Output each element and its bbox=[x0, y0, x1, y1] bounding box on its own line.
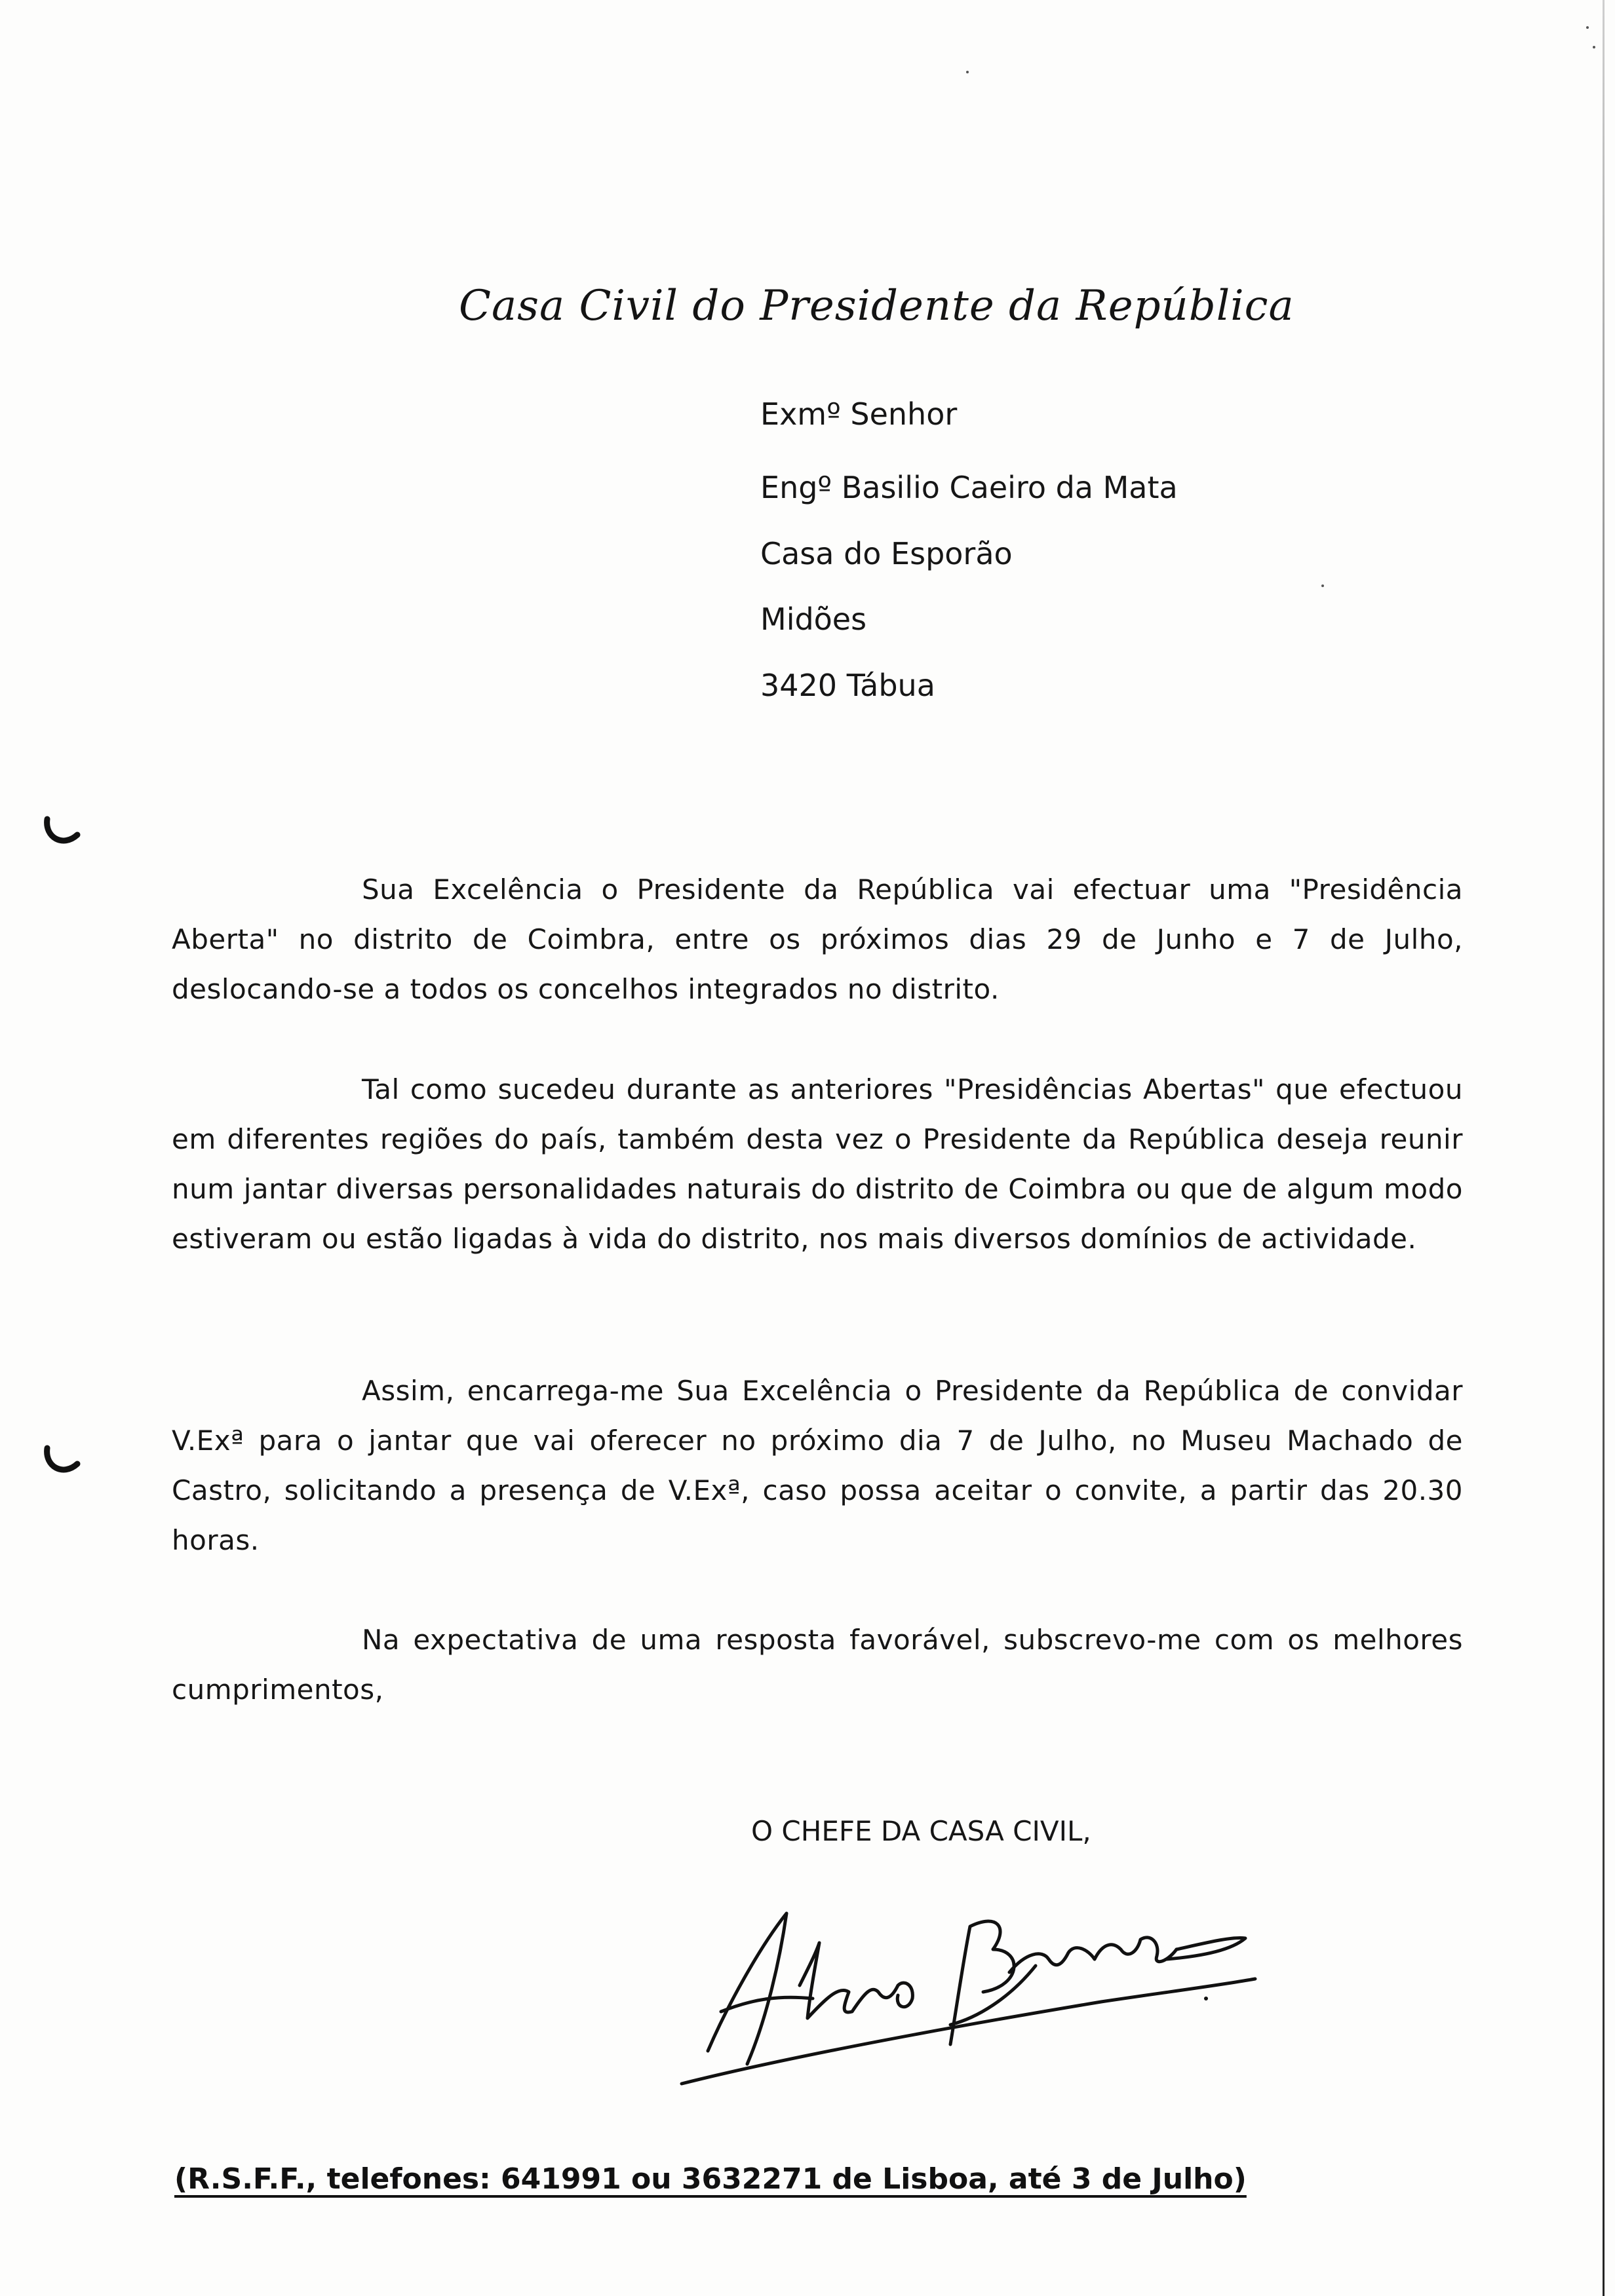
body-paragraph-2: Tal como sucedeu durante as anteriores "Presidências Abertas" que efectuou em diferentes regiões do país, também desta vez o Presidente da República deseja reunir num jantar diversas personalidades naturais do distrito de Coimbra ou que de algum modo estiveram ou estão ligadas à vida do distrito, nos mais diversos domínios de actividade. bbox=[172, 1073, 1463, 1255]
letterhead: Casa Civil do Presidente da República bbox=[459, 282, 1294, 330]
paper-speck bbox=[966, 71, 969, 73]
paper-speck bbox=[1593, 46, 1595, 48]
paper-speck bbox=[1586, 26, 1589, 29]
hole-punch-mark-icon bbox=[43, 1442, 81, 1480]
body-paragraph-3: Assim, encarrega-me Sua Excelência o Presidente da República de convidar V.Exª para o jantar que vai oferecer no próximo dia 7 de Julho, no Museu Machado de Castro, solicitando a presença de V.Exª, caso possa aceitar o convite, a partir das 20.30 horas. bbox=[172, 1375, 1463, 1556]
body-paragraph-1: Sua Excelência o Presidente da República vai efectuar uma "Presidência Aberta" no distrito de Coimbra, entre os próximos dias 29 de Junho e 7 de Julho, deslocando-se a todos os concelhos integrados no distrito. bbox=[172, 873, 1463, 1005]
footer-rsvp-note: (R.S.F.F., telefones: 641991 ou 3632271 de Lisboa, até 3 de Julho) bbox=[174, 2162, 1247, 2196]
closing-title: O CHEFE DA CASA CIVIL, bbox=[751, 1815, 1091, 1847]
recipient-name: Engº Basilio Caeiro da Mata bbox=[760, 470, 1178, 505]
hole-punch-mark-icon bbox=[43, 813, 81, 851]
body-paragraph-4: Na expectativa de uma resposta favorável, subscrevo-me com os melhores cumprimentos, bbox=[172, 1624, 1463, 1706]
recipient-postal: 3420 Tábua bbox=[760, 668, 935, 703]
recipient-locality: Midões bbox=[760, 602, 867, 637]
paper-speck bbox=[1321, 584, 1324, 587]
recipient-house: Casa do Esporão bbox=[760, 536, 1013, 571]
page-edge-shadow bbox=[1603, 0, 1605, 2296]
recipient-salutation: Exmº Senhor bbox=[760, 396, 958, 432]
handwritten-signature bbox=[669, 1887, 1272, 2103]
